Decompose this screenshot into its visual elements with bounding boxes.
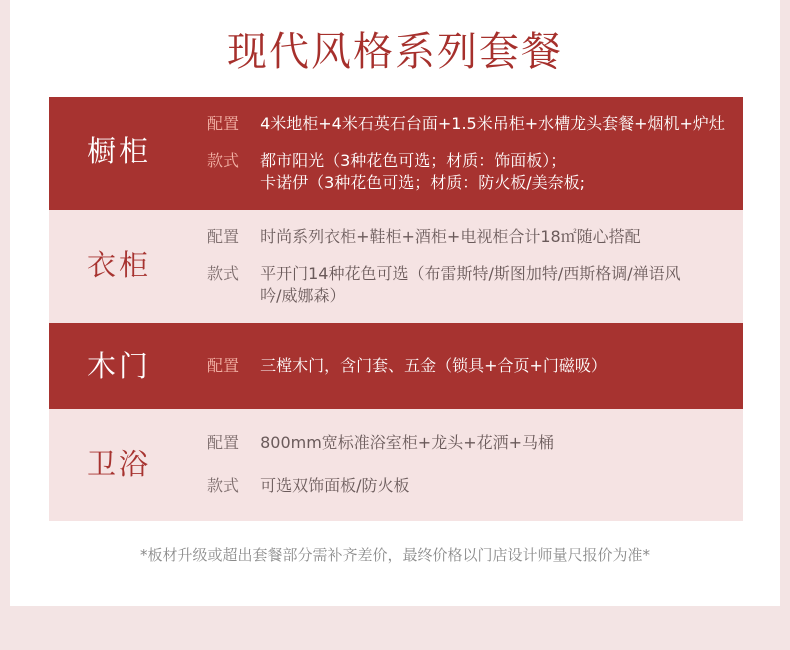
- row-category: 橱柜: [86, 134, 151, 168]
- value-text: 可选双饰面板/防火板: [260, 476, 410, 495]
- config-label: 配置: [207, 114, 240, 133]
- value-text: 800mm宽标准浴室柜+龙头+花洒+马桶: [260, 433, 555, 452]
- price-footnote: *板材升级或超出套餐部分需补齐差价，最终价格以门店设计师量尺报价为准*: [139, 546, 650, 564]
- row-category: 卫浴: [86, 447, 151, 481]
- style-value: [260, 263, 681, 307]
- style-line: [207, 150, 585, 194]
- value-text: 时尚系列衣柜+鞋柜+酒柜+电视柜合计18㎡随心搭配: [260, 227, 641, 246]
- value-text: 都市阳光（3种花色可选；材质：饰面板）；: [260, 151, 567, 170]
- value-text: 平开门14种花色可选（布雷斯特/斯图加特/西斯格调/禅语风: [260, 264, 681, 283]
- style-value: [260, 475, 409, 497]
- value-text: 三樘木门，含门套、五金（锁具+合页+门磁吸）: [260, 356, 607, 375]
- value-text: 4米地柜+4米石英石台面+1.5米吊柜+水槽龙头套餐+烟机+炉灶: [260, 114, 725, 133]
- page-title: 现代风格系列套餐: [227, 29, 563, 75]
- package-row-bathroom: [49, 409, 743, 521]
- config-value: [260, 226, 641, 248]
- value-text: 吟/威娜森）: [260, 286, 346, 305]
- config-line: [207, 226, 641, 248]
- config-line: [207, 355, 607, 377]
- style-line: [207, 263, 681, 307]
- config-value: [260, 355, 607, 377]
- style-line: [207, 475, 410, 497]
- style-label: 款式: [207, 476, 240, 495]
- package-row-wardrobe: [49, 210, 743, 323]
- config-value: [260, 113, 725, 135]
- style-label: 款式: [207, 264, 240, 283]
- config-value: [260, 432, 554, 454]
- config-line: [207, 113, 725, 135]
- config-label: 配置: [207, 227, 240, 246]
- config-label: 配置: [207, 433, 240, 452]
- value-text: 卡诺伊（3种花色可选；材质：防火板/美奈板;: [260, 173, 586, 192]
- style-value: [260, 150, 585, 194]
- row-category: 衣柜: [86, 248, 151, 282]
- config-label: 配置: [207, 356, 240, 375]
- row-category: 木门: [86, 349, 151, 383]
- package-row-cabinet: [49, 97, 743, 210]
- config-line: [207, 432, 554, 454]
- style-label: 款式: [207, 151, 240, 170]
- package-row-door: [49, 323, 743, 409]
